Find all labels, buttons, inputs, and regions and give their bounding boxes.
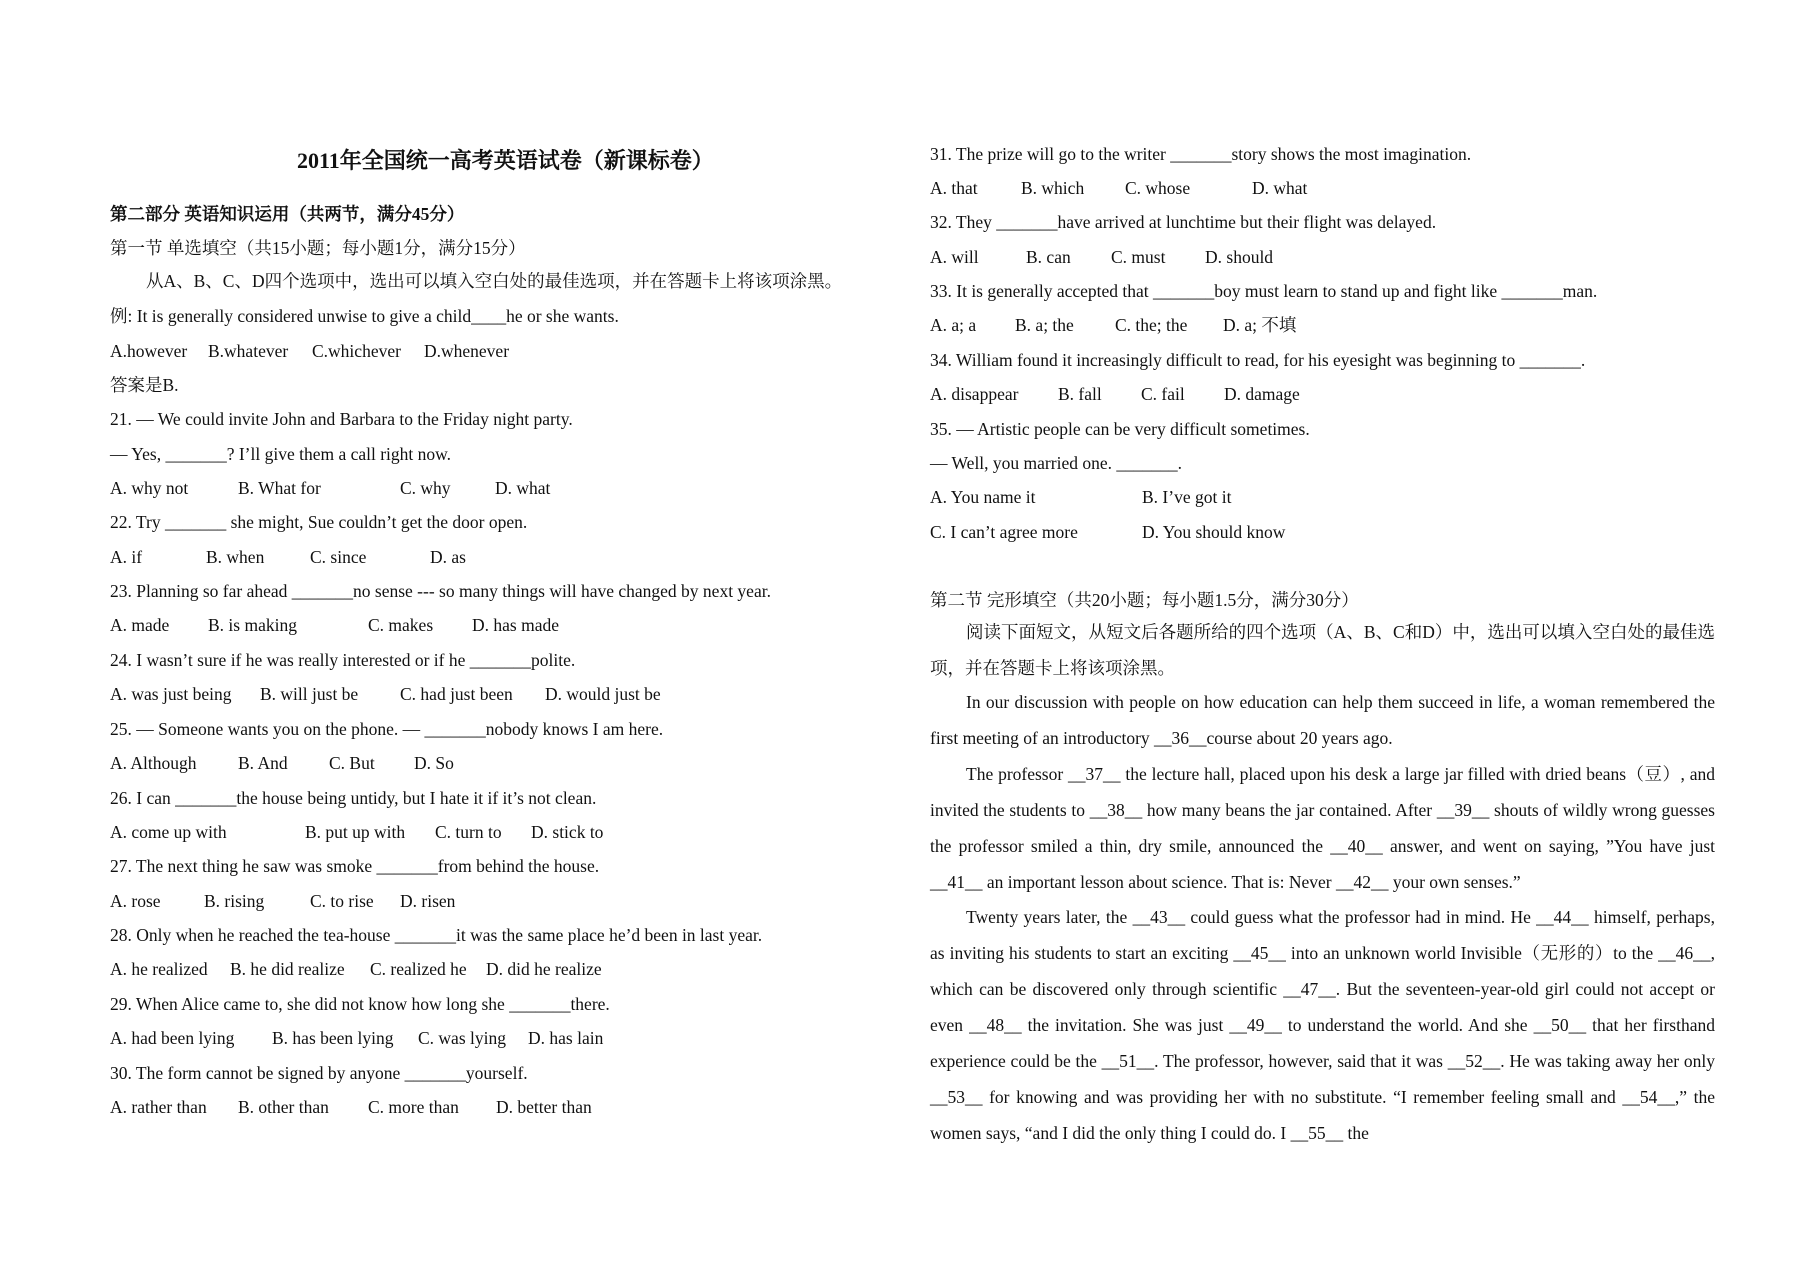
option: D. You should know xyxy=(1142,522,1286,542)
question-29: 29. When Alice came to, she did not know how long she _______there. xyxy=(110,994,610,1014)
option: C. But xyxy=(329,753,375,773)
option: C. was lying xyxy=(418,1028,506,1048)
option: B. I’ve got it xyxy=(1142,487,1232,507)
example-options xyxy=(110,340,509,362)
option: C. turn to xyxy=(435,822,502,842)
option: A. You name it xyxy=(930,487,1036,507)
option: A. a; a xyxy=(930,315,977,335)
example-question: 例: It is generally considered unwise to give a child____he or she wants. xyxy=(110,306,619,326)
option: D. damage xyxy=(1224,384,1300,404)
option: B. a; the xyxy=(1015,315,1074,335)
question-31: 31. The prize will go to the writer _______story shows the most imagination. xyxy=(930,144,1472,164)
option: D. a; 不填 xyxy=(1223,315,1297,335)
option: C. I can’t agree more xyxy=(930,522,1078,542)
question-25-options xyxy=(110,752,454,774)
option: B. What for xyxy=(238,478,321,498)
passage-paragraph-3: Twenty years later, the __43__ could guess what the professor had in mind. He __44__ himself, perhaps, as inviting his students to start an exciting __45__ into an unknown world Invisible（无形的）to the __46__, which can be discovered only through scientific __47__. But the seventeen-year-old girl could not accept or even __48__ the invitation. She was just __49__ to understand the world. And she __50__ that her firsthand experience could be the __51__. The professor, however, said that it was __52__. He was taking away her only __53__ for knowing and was providing her with no substitute. “I remember feeling small and __54__,” the women says, “and I did the only thing I could do. I __55__ the xyxy=(930,907,1715,1143)
option: A.however xyxy=(110,341,188,361)
option: A. Although xyxy=(110,753,197,773)
question-35-options-row2 xyxy=(930,521,1285,543)
option: B. he did realize xyxy=(230,959,345,979)
question-32-options xyxy=(930,246,1273,268)
option: D. would just be xyxy=(545,684,661,704)
example-answer: 答案是B. xyxy=(110,375,179,395)
option: A. was just being xyxy=(110,684,232,704)
page-title: 2011年全国统一高考英语试卷（新课标卷） xyxy=(297,148,714,173)
question-35-reply: — Well, you married one. _______. xyxy=(930,453,1182,473)
option: C. realized he xyxy=(370,959,467,979)
question-21-options xyxy=(110,477,550,499)
option: D. stick to xyxy=(531,822,604,842)
question-28-options xyxy=(110,958,602,980)
option: D. risen xyxy=(400,891,456,911)
question-26: 26. I can _______the house being untidy, but I hate it if it’s not clean. xyxy=(110,788,597,808)
question-24: 24. I wasn’t sure if he was really interested or if he _______polite. xyxy=(110,650,576,670)
option: C. fail xyxy=(1141,384,1185,404)
question-24-options xyxy=(110,683,661,705)
question-22: 22. Try _______ she might, Sue couldn’t get the door open. xyxy=(110,512,528,532)
option: D. did he realize xyxy=(486,959,602,979)
option: D. has lain xyxy=(528,1028,604,1048)
option: D. So xyxy=(414,753,454,773)
option: D. should xyxy=(1205,247,1274,267)
option: A. he realized xyxy=(110,959,208,979)
part2-heading: 第二部分 英语知识运用（共两节，满分45分） xyxy=(110,204,465,224)
option: C. since xyxy=(310,547,367,567)
option: A. come up with xyxy=(110,822,227,842)
option: D.whenever xyxy=(424,341,510,361)
option: C. whose xyxy=(1125,178,1191,198)
option: A. made xyxy=(110,615,170,635)
option: A. had been lying xyxy=(110,1028,235,1048)
option: B. fall xyxy=(1058,384,1102,404)
option: A. if xyxy=(110,547,143,567)
question-28: 28. Only when he reached the tea-house _______it was the same place he’d been in last year. xyxy=(110,925,763,945)
section1-heading: 第一节 单选填空（共15小题；每小题1分，满分15分） xyxy=(110,238,526,258)
option: A. will xyxy=(930,247,979,267)
question-30: 30. The form cannot be signed by anyone _______yourself. xyxy=(110,1063,528,1083)
question-33: 33. It is generally accepted that _______boy must learn to stand up and fight like _______man. xyxy=(930,281,1598,301)
question-26-options xyxy=(110,821,603,843)
option: B. is making xyxy=(208,615,297,635)
question-29-options xyxy=(110,1027,603,1049)
question-23: 23. Planning so far ahead _______no sense --- so many things will have changed by next year. xyxy=(110,581,771,601)
question-31-options xyxy=(930,177,1307,199)
passage-paragraph-1: In our discussion with people on how education can help them succeed in life, a woman remembered the first meeting of an introductory __36__course about 20 years ago. xyxy=(930,692,1715,748)
option: C. to rise xyxy=(310,891,374,911)
option: D. as xyxy=(430,547,466,567)
question-22-options xyxy=(110,546,466,568)
option: C. why xyxy=(400,478,451,498)
question-32: 32. They _______have arrived at lunchtime but their flight was delayed. xyxy=(930,212,1437,232)
option: B. And xyxy=(238,753,288,773)
option: A. rather than xyxy=(110,1097,207,1117)
option: B. has been lying xyxy=(272,1028,394,1048)
passage-paragraph-2: The professor __37__ the lecture hall, placed upon his desk a large jar filled with dried beans（豆）, and invited the students to __38__ how many beans the jar contained. After __39__ shouts of wildly wrong guesses the professor smiled a thin, dry smile, announced the __40__ answer, and went on saying, ”You have just __41__ an important lesson about science. That is: Never __42__ your own senses.” xyxy=(930,764,1715,892)
option: C. the; the xyxy=(1115,315,1188,335)
option: B. when xyxy=(206,547,265,567)
question-25: 25. — Someone wants you on the phone. — _______nobody knows I am here. xyxy=(110,719,664,739)
option: C. must xyxy=(1111,247,1166,267)
option: C. had just been xyxy=(400,684,513,704)
question-27-options xyxy=(110,890,455,912)
section1-instruction: 从A、B、C、D四个选项中，选出可以填入空白处的最佳选项，并在答题卡上将该项涂黑。 xyxy=(146,271,843,291)
question-27: 27. The next thing he saw was smoke _______from behind the house. xyxy=(110,856,600,876)
option: A. why not xyxy=(110,478,189,498)
option: B. rising xyxy=(204,891,265,911)
question-23-options xyxy=(110,614,559,636)
question-21: 21. — We could invite John and Barbara to the Friday night party. xyxy=(110,409,573,429)
question-30-options xyxy=(110,1096,592,1118)
option: B. can xyxy=(1026,247,1071,267)
section2-instruction: 阅读下面短文，从短文后各题所给的四个选项（A、B、C和D）中，选出可以填入空白处的最佳选项，并在答题卡上将该项涂黑。 xyxy=(930,622,1715,678)
option: B. put up with xyxy=(305,822,406,842)
option: D. what xyxy=(1252,178,1308,198)
option: D. has made xyxy=(472,615,559,635)
option: D. better than xyxy=(496,1097,592,1117)
option: C. more than xyxy=(368,1097,459,1117)
question-21-reply: — Yes, _______? I’ll give them a call right now. xyxy=(110,444,452,464)
question-35-options-row1 xyxy=(930,486,1231,508)
option: A. that xyxy=(930,178,978,198)
option: C.whichever xyxy=(312,341,401,361)
option: B. will just be xyxy=(260,684,359,704)
section2-heading: 第二节 完形填空（共20小题；每小题1.5分，满分30分） xyxy=(930,590,1359,610)
question-35: 35. — Artistic people can be very difficult sometimes. xyxy=(930,419,1310,439)
question-34-options xyxy=(930,383,1300,405)
option: D. what xyxy=(495,478,551,498)
option: B.whatever xyxy=(208,341,289,361)
option: B. other than xyxy=(238,1097,329,1117)
option: A. rose xyxy=(110,891,161,911)
option: A. disappear xyxy=(930,384,1019,404)
option: C. makes xyxy=(368,615,434,635)
option: B. which xyxy=(1021,178,1085,198)
question-34: 34. William found it increasingly difficult to read, for his eyesight was beginning to _______. xyxy=(930,350,1586,370)
question-33-options xyxy=(930,314,1296,336)
